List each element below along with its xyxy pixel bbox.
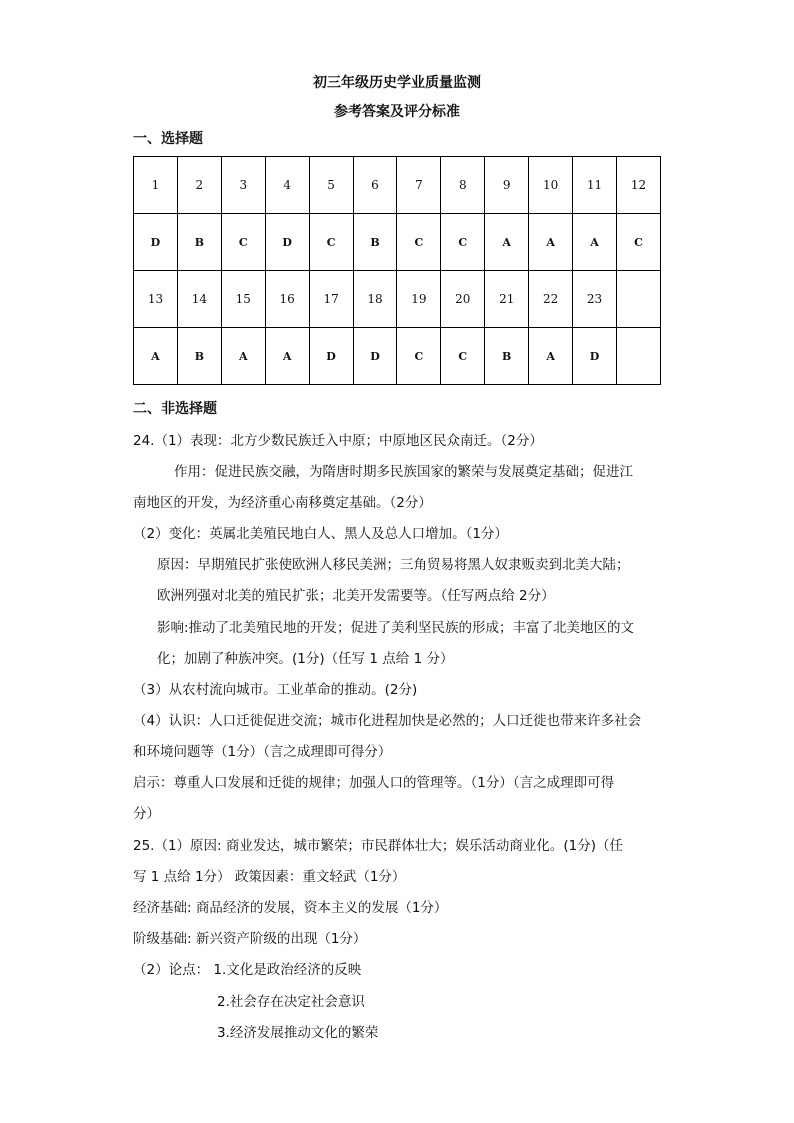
table-cell: B [177,328,221,385]
table-cell: 17 [309,271,353,328]
table-cell: 9 [485,157,529,214]
table-row-answers-2 [134,328,661,385]
table-cell: 19 [397,271,441,328]
table-cell: 8 [441,157,485,214]
table-cell: 7 [397,157,441,214]
section-heading-nonchoice: 二、非选择题 [133,401,217,417]
document-subtitle: 参考答案及评分标准 [334,104,460,120]
document-title: 初三年级历史学业质量监测 [313,75,481,91]
table-cell: C [441,328,485,385]
table-cell: D [353,328,397,385]
section-heading-choice: 一、选择题 [133,131,203,147]
table-cell: 16 [265,271,309,328]
table-cell: 1 [134,157,178,214]
table-cell: 20 [441,271,485,328]
table-cell: A [134,328,178,385]
answer-line: （4）认识：人口迁徙促进交流；城市化进程加快是必然的；人口迁徙也带来许多社会 [133,713,642,729]
answer-table [133,156,661,385]
table-cell: 13 [134,271,178,328]
table-cell: A [265,328,309,385]
table-row-numbers-1 [134,157,661,214]
answer-line: 启示：尊重人口发展和迁徙的规律；加强人口的管理等。（1分）（言之成理即可得 [133,775,615,791]
answer-line: 25.（1）原因: 商业发达，城市繁荣；市民群体壮大；娱乐活动商业化。(1分)（任 [133,838,624,854]
answer-line: 作用：促进民族交融，为隋唐时期多民族国家的繁荣与发展奠定基础；促进江 [174,464,633,480]
table-cell: B [177,214,221,271]
table-cell: 18 [353,271,397,328]
answer-line: 写 1 点给 1分） 政策因素：重文轻武（1分） [133,869,406,885]
table-cell: 4 [265,157,309,214]
table-cell: A [529,214,573,271]
answer-line: 24.（1）表现：北方少数民族迁入中原；中原地区民众南迁。（2分） [133,433,543,449]
table-cell: B [485,328,529,385]
table-cell: D [309,328,353,385]
table-cell: 5 [309,157,353,214]
table-cell: D [265,214,309,271]
answer-line: 原因：早期殖民扩张使欧洲人移民美洲；三角贸易将黑人奴隶贩卖到北美大陆； [157,557,630,573]
table-cell: A [485,214,529,271]
table-cell: C [616,214,660,271]
table-cell: C [309,214,353,271]
table-cell: 6 [353,157,397,214]
table-cell: 22 [529,271,573,328]
table-cell: C [397,328,441,385]
answer-line: 阶级基础: 新兴资产阶级的出现（1分） [133,931,367,947]
answer-line: 3.经济发展推动文化的繁荣 [217,1025,379,1041]
table-cell: D [573,328,617,385]
table-cell: 10 [529,157,573,214]
table-cell: A [573,214,617,271]
table-cell: B [353,214,397,271]
table-cell: D [134,214,178,271]
table-cell [616,328,660,385]
table-row-numbers-2 [134,271,661,328]
table-cell: 12 [616,157,660,214]
table-cell: A [529,328,573,385]
table-cell: 11 [573,157,617,214]
answer-line: 2.社会存在决定社会意识 [217,994,365,1010]
table-cell: 23 [573,271,617,328]
answer-line: 分） [133,806,160,822]
table-cell: 3 [221,157,265,214]
answer-line: 欧洲列强对北美的殖民扩张；北美开发需要等。（任写两点给 2分） [157,588,555,604]
answer-line: （2）论点： 1.文化是政治经济的反映 [133,962,362,978]
table-cell: 2 [177,157,221,214]
answer-line: （3）从农村流向城市。工业革命的推动。(2分) [133,682,418,698]
table-cell: 21 [485,271,529,328]
answer-line: 南地区的开发，为经济重心南移奠定基础。（2分） [133,495,432,511]
table-cell: 15 [221,271,265,328]
table-cell: C [221,214,265,271]
answer-line: 和环境问题等（1分）（言之成理即可得分） [133,744,392,760]
table-cell: C [441,214,485,271]
table-row-answers-1 [134,214,661,271]
answer-line: 化；加剧了种族冲突。(1分)（任写 1 点给 1 分） [157,651,454,667]
table-cell: A [221,328,265,385]
table-cell: C [397,214,441,271]
answer-line: 影响:推动了北美殖民地的开发；促进了美利坚民族的形成；丰富了北美地区的文 [157,620,635,636]
table-cell [616,271,660,328]
table-cell: 14 [177,271,221,328]
answer-line: （2）变化：英属北美殖民地白人、黑人及总人口增加。（1分） [133,526,508,542]
answer-line: 经济基础: 商品经济的发展，资本主义的发展（1分） [133,900,448,916]
